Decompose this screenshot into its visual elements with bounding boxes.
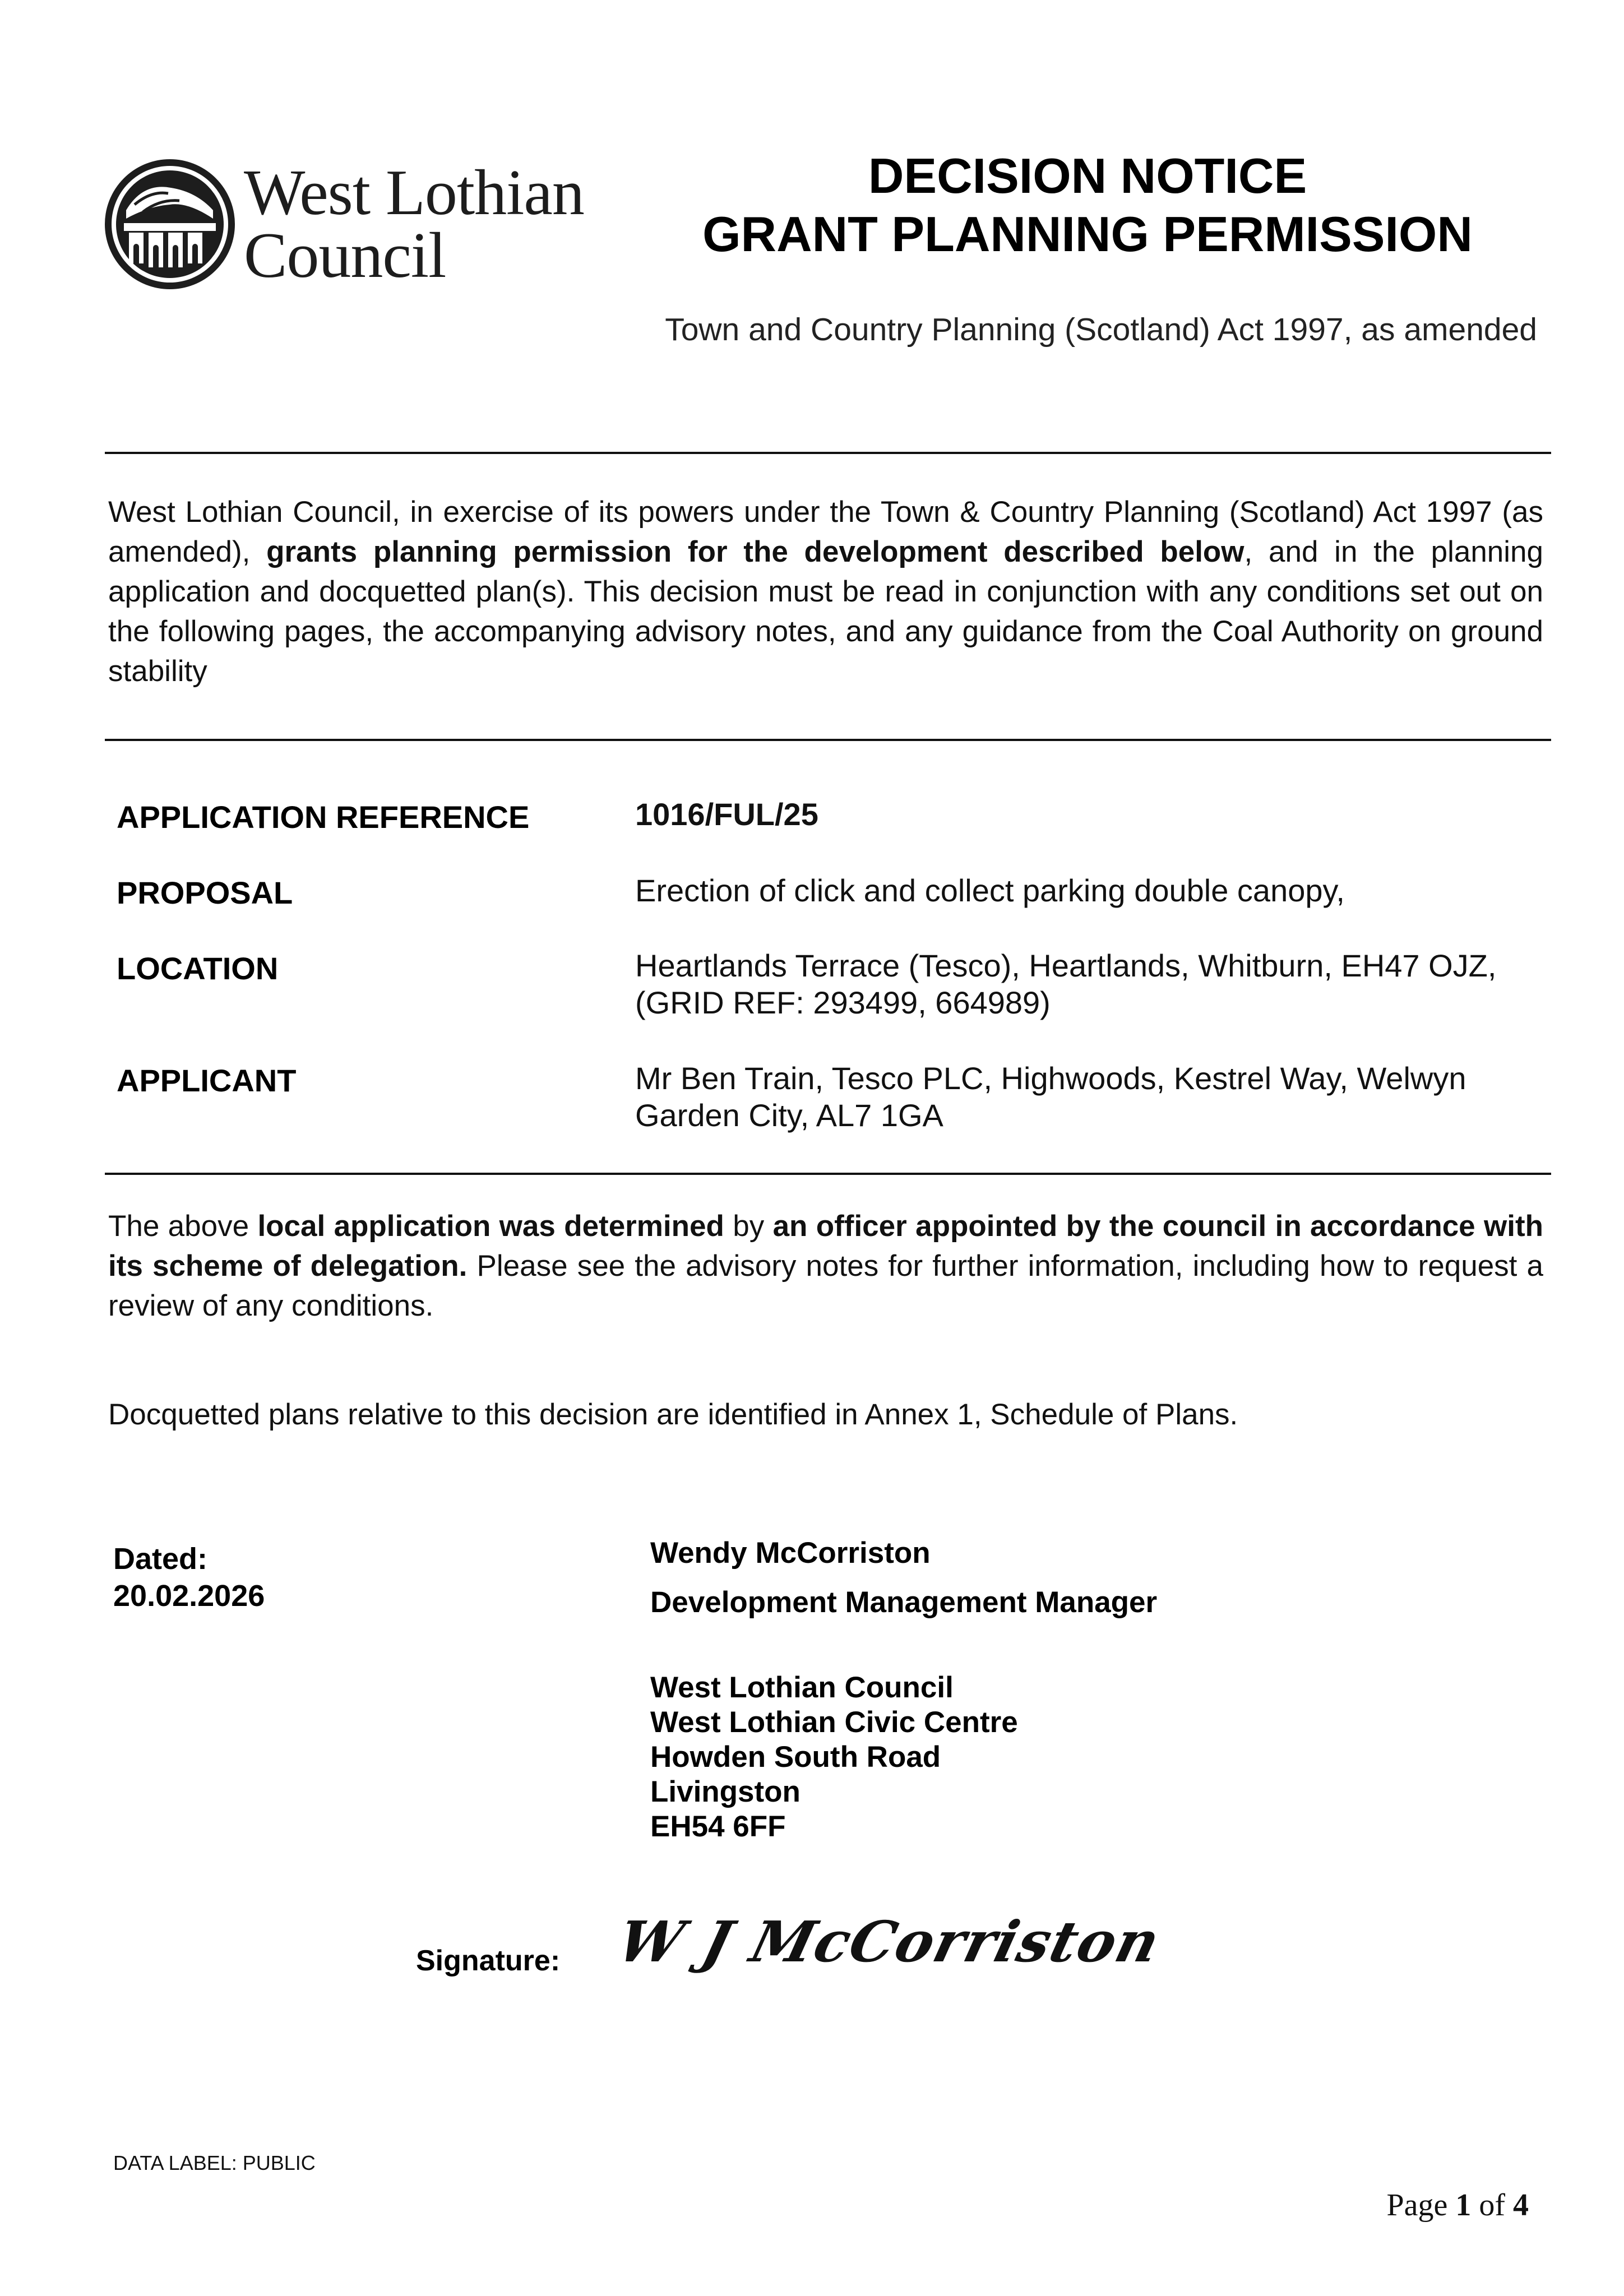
dated-label: Dated: xyxy=(113,1542,208,1576)
dated-block xyxy=(113,1540,265,1614)
page-current: 1 xyxy=(1455,2188,1472,2223)
page-of: of xyxy=(1471,2188,1513,2223)
viaduct-seal-icon xyxy=(104,157,238,291)
notice-title: DECISION NOTICE xyxy=(868,148,1307,203)
signature-label: Signature: xyxy=(416,1945,561,1977)
page-word: Page xyxy=(1386,2188,1456,2223)
ref-value: 1016/FUL/25 xyxy=(635,797,818,832)
det-text-2: by xyxy=(724,1210,773,1243)
council-address xyxy=(650,1670,1018,1844)
logo-wordmark xyxy=(244,157,584,291)
applicant-line-1: Mr Ben Train, Tesco PLC, Highwoods, Kestrel Way, Welwyn xyxy=(635,1061,1466,1096)
det-text-1: The above xyxy=(108,1210,258,1243)
data-label: DATA LABEL: PUBLIC xyxy=(113,2151,316,2174)
proposal-value: Erection of click and collect parking double canopy, xyxy=(635,873,1345,908)
intro-text-2: , and in the planning application and docquetted plan(s). This decision must be read in conjunction with any conditions set out on the following pages, the accompanying advisory notes, and any guidance from the Coal Authority on ground stability xyxy=(108,535,1543,688)
page-number xyxy=(1386,2187,1529,2223)
location-value xyxy=(635,947,1496,1021)
logo-line-1: West Lothian xyxy=(244,157,584,229)
intro-text-1: West Lothian Council, in exercise of its powers under the Town & Country Planning (Scotland) Act 1997 (as amended), xyxy=(108,496,1543,568)
location-line-1: Heartlands Terrace (Tesco), Heartlands, Whitburn, EH47 OJZ, xyxy=(635,948,1497,983)
determination-paragraph xyxy=(108,1206,1543,1326)
notice-subtitle: GRANT PLANNING PERMISSION xyxy=(702,206,1473,262)
divider-top xyxy=(105,452,1551,454)
intro-paragraph xyxy=(108,492,1543,691)
logo-line-2: Council xyxy=(244,220,446,291)
det-bold-2: an officer appointed by the council in accordance with its scheme of delegation. xyxy=(108,1210,1543,1283)
divider-middle xyxy=(105,739,1551,741)
address-line: Livingston xyxy=(650,1775,801,1808)
applicant-value xyxy=(635,1060,1466,1134)
council-logo xyxy=(104,157,608,297)
officer-role: Development Management Manager xyxy=(650,1586,1158,1619)
signature: W J McCorriston xyxy=(611,1909,1168,1975)
det-text-3: Please see the advisory notes for further information, including how to request a review of any conditions. xyxy=(108,1249,1543,1322)
applicant-label: APPLICANT xyxy=(117,1063,297,1098)
officer-name: Wendy McCorriston xyxy=(650,1536,931,1570)
dated-value: 20.02.2026 xyxy=(113,1579,265,1613)
act-reference: Town and Country Planning (Scotland) Act 1997, as amended xyxy=(665,312,1537,348)
applicant-line-2: Garden City, AL7 1GA xyxy=(635,1098,943,1133)
ref-label: APPLICATION REFERENCE xyxy=(117,799,530,835)
address-line: West Lothian Council xyxy=(650,1671,954,1704)
proposal-label: PROPOSAL xyxy=(117,875,293,910)
location-label: LOCATION xyxy=(117,951,279,986)
det-bold-1: local application was determined xyxy=(257,1210,724,1243)
address-line: West Lothian Civic Centre xyxy=(650,1706,1018,1739)
address-line: Howden South Road xyxy=(650,1740,941,1774)
location-line-2: (GRID REF: 293499, 664989) xyxy=(635,985,1051,1020)
address-line: EH54 6FF xyxy=(650,1810,786,1843)
divider-bottom xyxy=(105,1173,1551,1175)
intro-bold: grants planning permission for the development described below xyxy=(266,535,1244,568)
plans-note: Docquetted plans relative to this decision are identified in Annex 1, Schedule of Plans. xyxy=(108,1398,1238,1431)
page-total: 4 xyxy=(1513,2188,1529,2223)
